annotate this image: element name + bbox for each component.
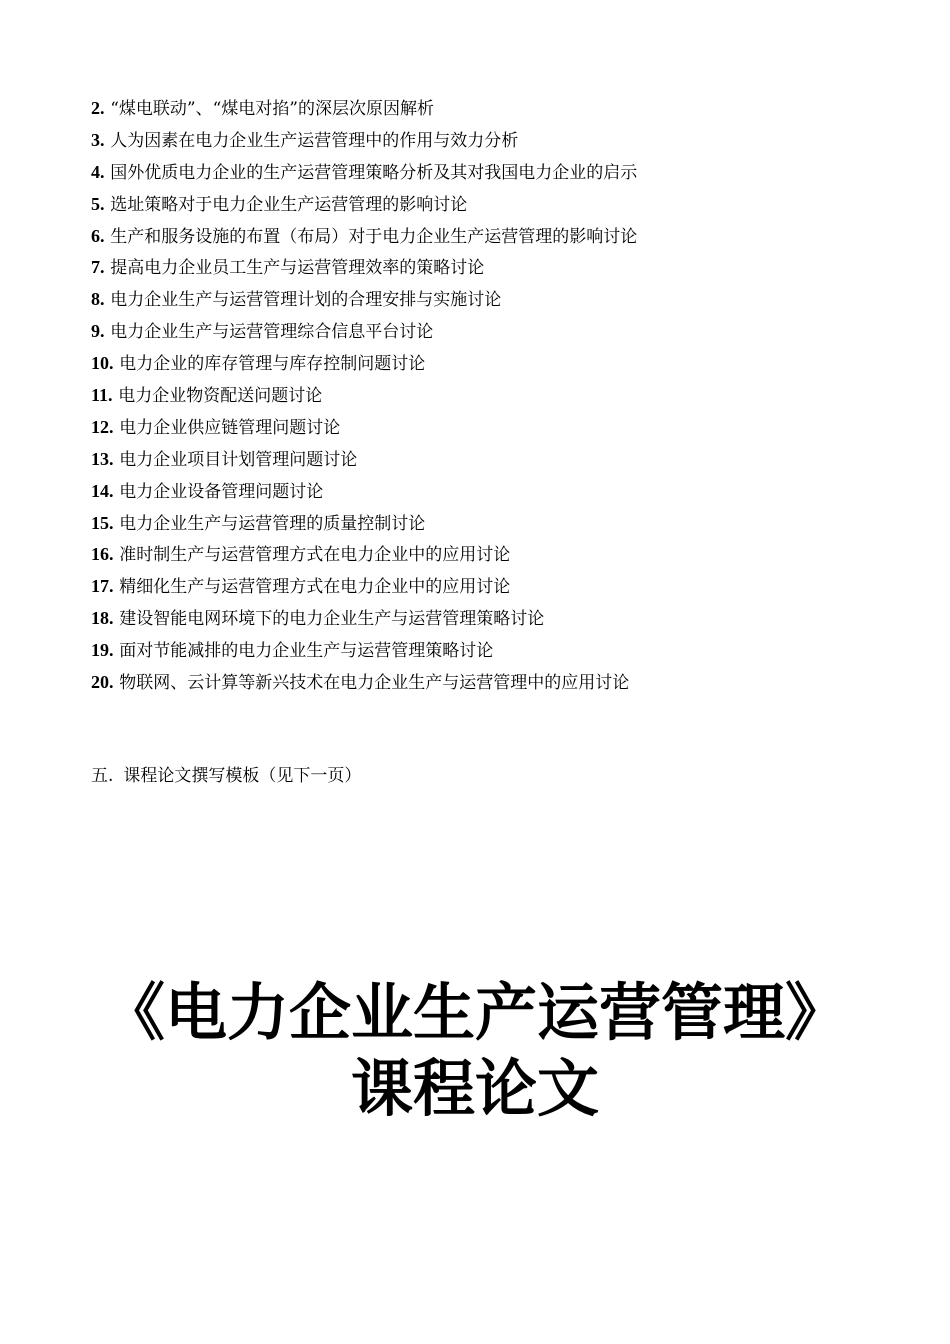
topic-text: 提高电力企业员工生产与运营管理效率的策略讨论 [110,258,485,279]
topic-text: 电力企业设备管理问题讨论 [119,481,324,502]
topic-item [91,224,637,256]
topic-text: 国外优质电力企业的生产运营管理策略分析及其对我国电力企业的启示 [110,162,638,183]
topic-item [91,511,637,543]
section-heading [91,764,361,788]
topic-item [91,128,637,160]
topic-number: 5. [91,193,105,214]
topic-number: 18. [91,608,114,629]
topic-number: 15. [91,512,114,533]
topic-number: 14. [91,480,114,501]
topic-item [91,319,637,351]
topic-number: 20. [91,672,114,693]
topic-text: 物联网、云计算等新兴技术在电力企业生产与运营管理中的应用讨论 [119,673,630,694]
topic-number: 9. [91,321,105,342]
section-number: 五. [91,766,114,786]
topic-item [91,255,637,287]
paper-type: 课程论文 [350,1052,599,1125]
topic-number: 17. [91,576,114,597]
topic-item [91,670,637,702]
topic-number: 4. [91,161,105,182]
topic-number: 12. [91,416,114,437]
topic-item [91,192,637,224]
topic-text: “煤电联动”、“煤电对掐”的深层次原因解析 [110,99,434,119]
topic-item [91,638,637,670]
topic-text: 精细化生产与运营管理方式在电力企业中的应用讨论 [119,577,511,598]
topic-list [91,96,637,702]
topic-number: 13. [91,448,114,469]
topic-number: 7. [91,257,105,278]
topic-item [91,447,637,479]
course-title: 《电力企业生产运营管理》 [102,976,847,1049]
topic-text: 电力企业生产与运营管理综合信息平台讨论 [110,322,434,343]
topic-text: 面对节能减排的电力企业生产与运营管理策略讨论 [119,641,494,662]
topic-text: 电力企业供应链管理问题讨论 [119,417,341,438]
topic-text: 建设智能电网环境下的电力企业生产与运营管理策略讨论 [119,609,545,630]
topic-item [91,542,637,574]
topic-item [91,574,637,606]
topic-text: 选址策略对于电力企业生产运营管理的影响讨论 [110,194,468,215]
topic-text: 电力企业生产与运营管理的质量控制讨论 [119,513,426,534]
topic-item [91,160,637,192]
topic-item [91,96,637,128]
topic-text: 准时制生产与运营管理方式在电力企业中的应用讨论 [119,545,511,566]
topic-number: 16. [91,544,114,565]
topic-item [91,287,637,319]
topic-item [91,415,637,447]
topic-number: 10. [91,353,114,374]
section-title: 课程论文撰写模板（见下一页） [123,766,362,786]
topic-text: 人为因素在电力企业生产运营管理中的作用与效力分析 [110,130,519,151]
topic-number: 6. [91,225,105,246]
topic-number: 8. [91,289,105,310]
topic-text: 生产和服务设施的布置（布局）对于电力企业生产运营管理的影响讨论 [110,226,638,247]
topic-number: 2. [91,98,105,118]
topic-item [91,479,637,511]
course-paper-title [0,975,950,1127]
topic-text: 电力企业项目计划管理问题讨论 [119,449,358,470]
topic-number: 19. [91,640,114,661]
topic-text: 电力企业物资配送问题讨论 [118,386,323,407]
topic-text: 电力企业的库存管理与库存控制问题讨论 [119,354,426,375]
topic-number: 3. [91,129,105,150]
topic-item [91,383,637,415]
topic-text: 电力企业生产与运营管理计划的合理安排与实施讨论 [110,290,502,311]
topic-item [91,606,637,638]
topic-number: 11. [91,385,113,406]
topic-item [91,351,637,383]
